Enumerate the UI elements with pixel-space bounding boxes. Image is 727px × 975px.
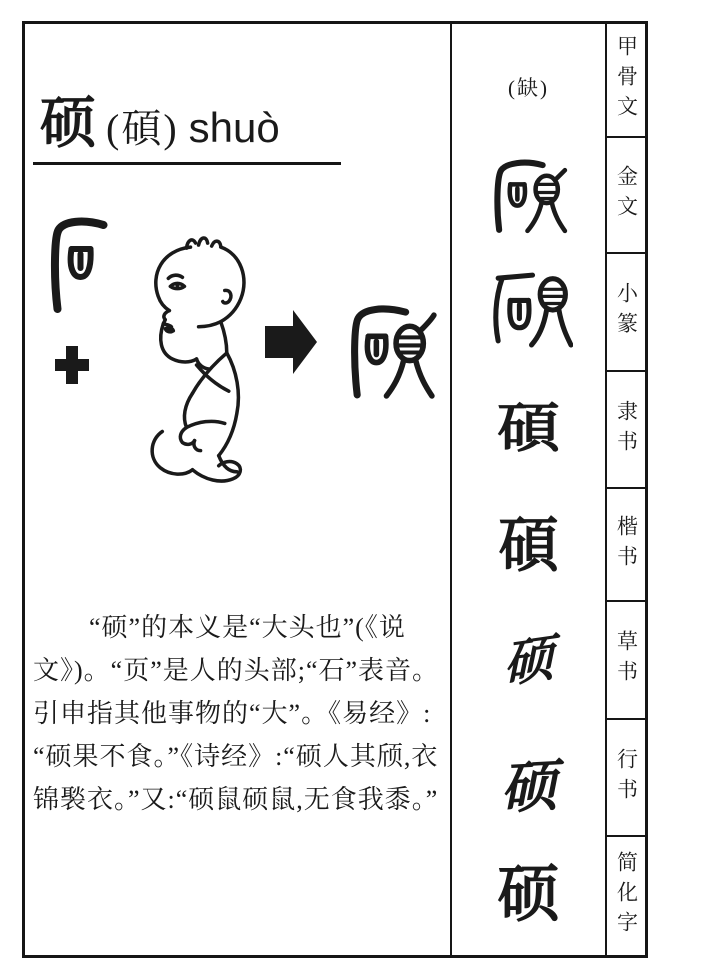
seal-compound-glyph-icon — [341, 302, 439, 405]
script-label-bronze — [607, 136, 645, 252]
main-entry-column — [25, 24, 450, 955]
script-labels-column — [605, 24, 645, 955]
kneeling-child-illustration — [131, 234, 249, 496]
script-label-simplified — [607, 835, 645, 955]
bronze-script-sample-glyph — [452, 157, 605, 236]
script-label-text: 楷书 — [614, 514, 639, 575]
script-label-running — [607, 718, 645, 835]
script-samples-column — [450, 24, 605, 955]
ancient-stone-shi-glyph-icon — [45, 216, 111, 316]
running-script-sample: 硕 — [498, 755, 559, 821]
script-label-oracle — [607, 24, 645, 136]
body-line: 文》)。“页”是人的头部;“石”表音。 — [33, 656, 440, 685]
simplified-character-sample: 硕 — [497, 861, 560, 929]
script-label-text: 甲骨文 — [614, 35, 639, 125]
script-label-regular — [607, 487, 645, 600]
headword-simplified: 硕 — [40, 93, 96, 155]
entry-header — [40, 93, 280, 155]
small-seal-sample-glyph — [452, 264, 605, 349]
regular-script-sample: 碩 — [498, 513, 559, 579]
definition-paragraph — [33, 606, 447, 821]
headword-pinyin: shuò — [188, 104, 280, 151]
body-line: 锦褧衣。”又:“硕鼠硕鼠,无食我黍。” — [33, 785, 439, 814]
script-label-text: 小篆 — [614, 282, 639, 342]
script-label-text: 简化字 — [614, 851, 639, 941]
body-line: “硕果不食。”《诗经》:“硕人其颀,衣 — [33, 742, 439, 771]
plus-sign — [55, 346, 89, 384]
oracle-bone-missing-note: (缺) — [508, 76, 549, 100]
body-line: 引申指其他事物的“大”。《易经》: — [33, 699, 432, 728]
script-label-text: 行书 — [614, 747, 639, 808]
right-arrow-icon — [265, 310, 317, 374]
script-label-text: 草书 — [614, 630, 639, 690]
header-underline — [33, 162, 341, 165]
cursive-script-sample: 硕 — [502, 629, 555, 693]
headword-traditional: (碩) — [106, 106, 179, 151]
page-frame — [22, 21, 648, 958]
script-label-text: 金文 — [614, 165, 639, 225]
script-label-small-seal — [607, 252, 645, 370]
clerical-script-sample: 碩 — [497, 398, 560, 459]
body-line: “硕”的本义是“大头也”(《说 — [89, 613, 406, 642]
script-label-cursive — [607, 600, 645, 718]
script-label-text: 隶书 — [614, 399, 639, 460]
script-label-clerical — [607, 370, 645, 487]
